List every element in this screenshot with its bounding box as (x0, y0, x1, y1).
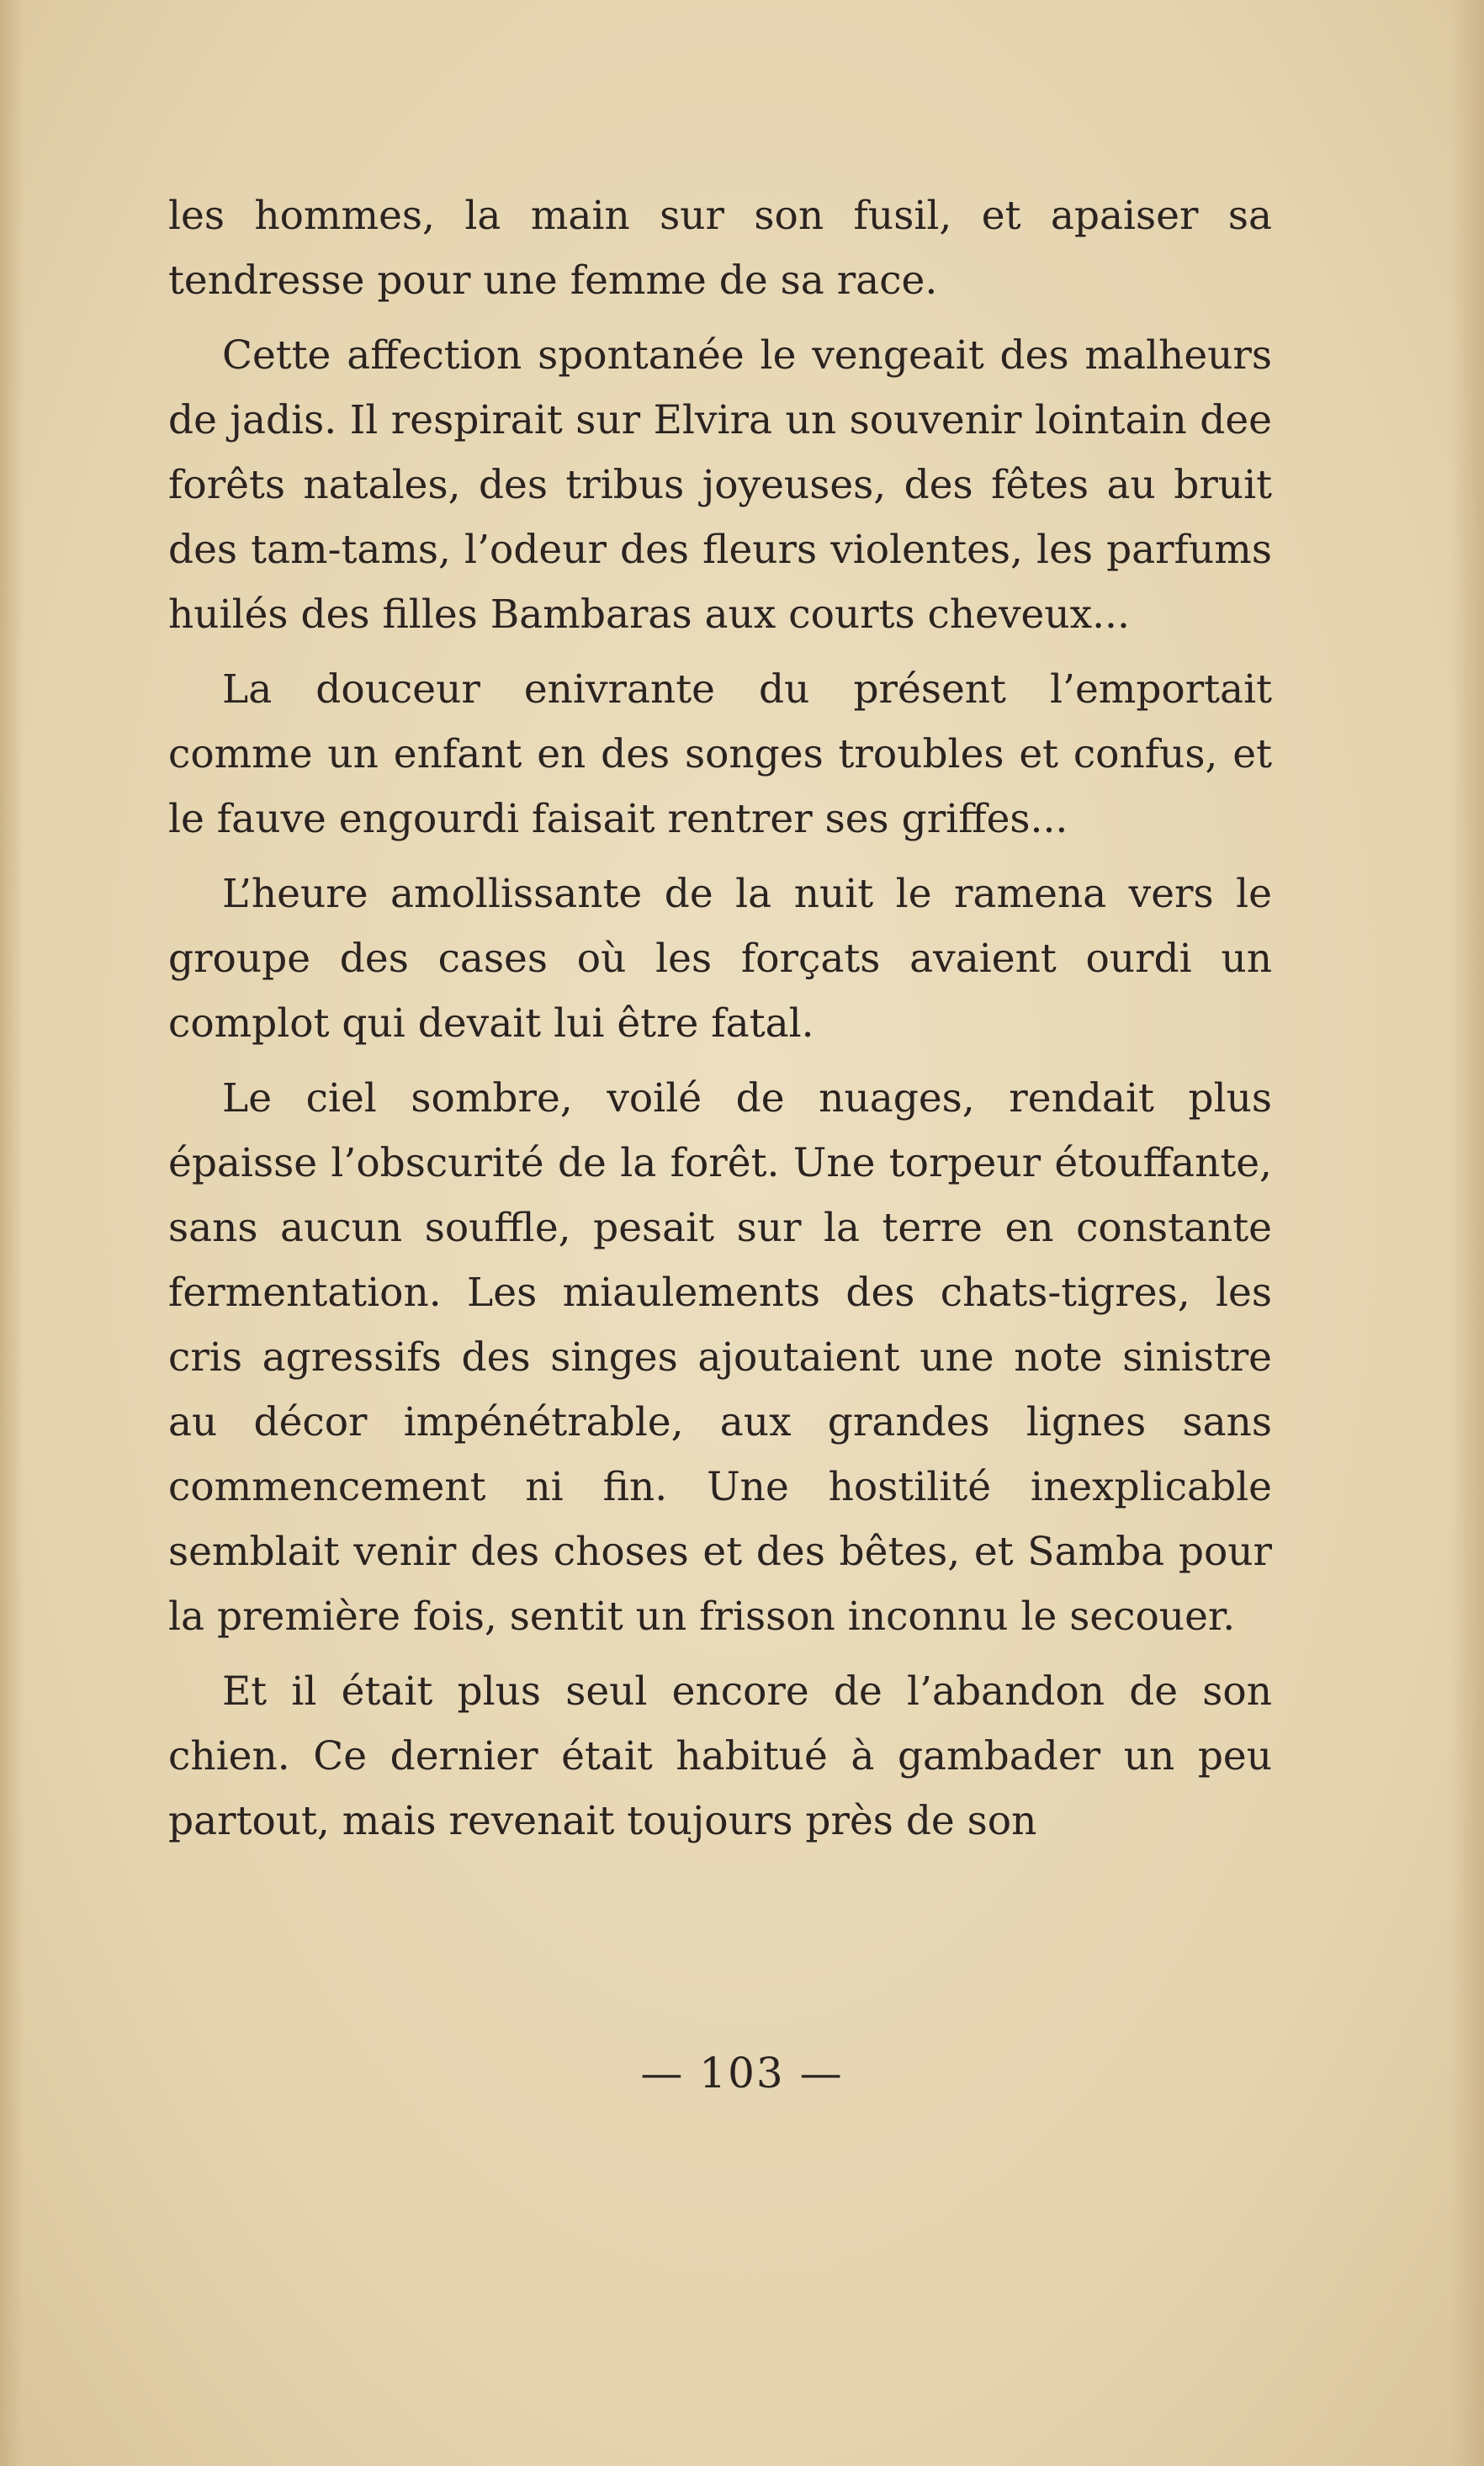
paragraph: Cette affection spontanée le vengeait des malheurs de jadis. Il respirait sur Elvira un souvenir lointain dee forêts natales, des tribus joyeuses, des fêtes au bruit des tam-tams, l’odeur des fleurs violentes, les parfums huilés des filles Bambaras aux courts cheveux... (168, 332, 1272, 638)
paragraph: Le ciel sombre, voilé de nuages, rendait plus épaisse l’obscurité de la forêt. Une torpeur étouffante, sans aucun souffle, pesait sur la terre en constante fermentation. Les miaulements des chats-tigres, les cris agressifs des singes ajoutaient une note sinistre au décor impénétrable, aux grandes lignes sans commencement ni fin. Une hostilité inexplicable semblait venir des choses et des bêtes, et Samba pour la première fois, sentit un frisson inconnu le secouer. (168, 1075, 1272, 1640)
page-number: — 103 — (640, 2049, 844, 2097)
paragraph: les hommes, la main sur son fusil, et apaiser sa tendresse pour une femme de sa race. (168, 193, 1272, 304)
paragraph: Et il était plus seul encore de l’abandon de son chien. Ce dernier était habitué à gambader un peu partout, mais revenait toujours près de son (168, 1668, 1272, 1844)
paragraph: L’heure amollissante de la nuit le ramena vers le groupe des cases où les forçats avaient ourdi un complot qui devait lui être fatal. (168, 871, 1272, 1047)
body-text (168, 183, 1272, 1864)
paragraph: La douceur enivrante du présent l’emportait comme un enfant en des songes troubles et confus, et le fauve engourdi faisait rentrer ses griffes... (168, 666, 1272, 842)
